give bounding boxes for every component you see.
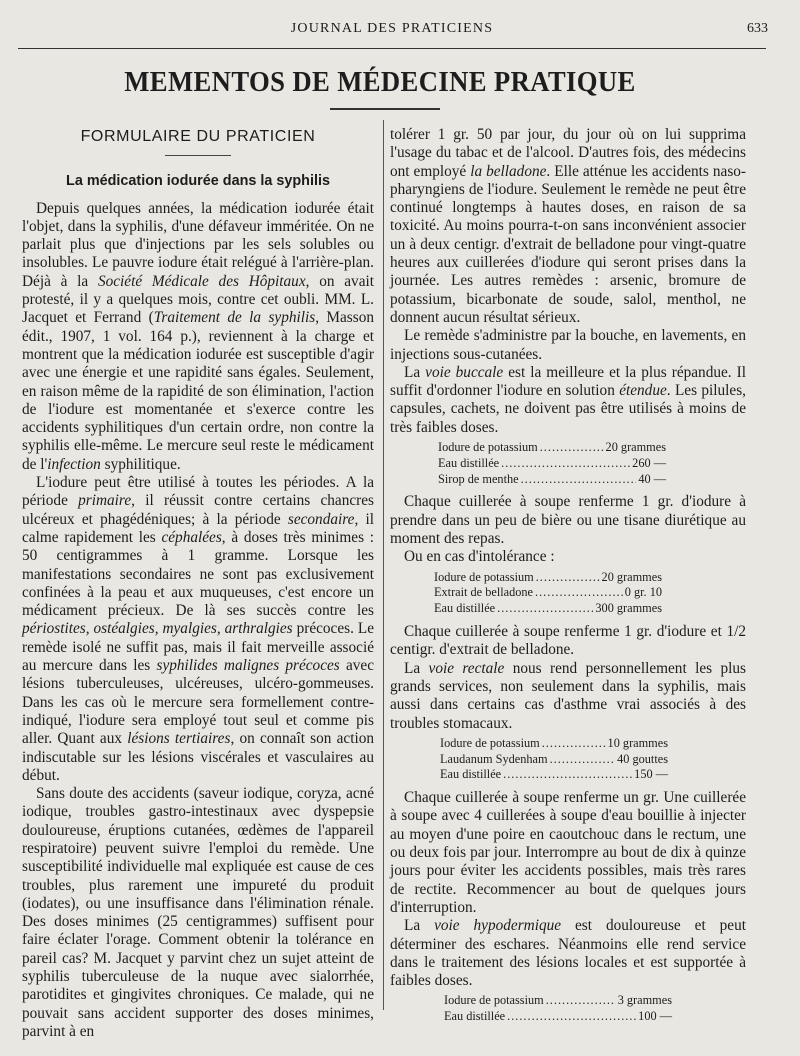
italic-term: primaire — [78, 492, 132, 510]
paragraph: La voie hypodermique est douloureuse et peut déterminer des eschares. Néanmoins elle rend service dans le traitement des lésions locales et est supportée à faibles doses. — [390, 917, 746, 990]
italic-term: infection — [47, 455, 101, 473]
section-rule — [165, 155, 231, 156]
prescription-line: Iodure de potassium ..... 20 grammes — [434, 570, 662, 586]
prescription-line: Eau distillée ..... 150 — — [440, 767, 668, 783]
page-title: MEMENTOS DE MÉDECINE PRATIQUE — [124, 66, 636, 98]
prescription-line: Eau distillée ..... 100 — — [444, 1009, 672, 1025]
prescription-formula — [438, 440, 666, 487]
running-header — [18, 18, 766, 49]
left-column — [22, 126, 374, 1041]
prescription-line: Iodure de potassium ..... 3 grammes — [444, 993, 672, 1009]
journal-name: JOURNAL DES PRATICIENS — [290, 21, 494, 36]
italic-term: voie buccale — [425, 363, 504, 381]
italic-term: étendue — [619, 382, 667, 400]
prescription-line: Laudanum Sydenham ..... 40 gouttes — [440, 752, 668, 768]
right-column — [390, 126, 746, 1031]
page-number: 633 — [747, 21, 768, 36]
paragraph: Chaque cuillerée à soupe renferme 1 gr. d'iodure et 1/2 centigr. d'extrait de belladone. — [390, 623, 746, 659]
paragraph: Le remède s'administre par la bouche, en lavements, en injections sous-cutanées. — [390, 327, 746, 363]
italic-term: Traitement de la syphilis — [153, 309, 316, 327]
title-rule — [330, 108, 440, 110]
prescription-formula — [444, 993, 672, 1025]
paragraph: La voie rectale nous rend personnellement les plus grands services, non seulement dans la syphilis, mais aussi dans certains cas d'asthme vrai associés à des troubles stomacaux. — [390, 659, 746, 732]
paragraph: La voie buccale est la meilleure et la plus répandue. Il suffit d'ordonner l'iodure en solution étendue. Les pilules, capsules, cachets, ne doivent pas être utilisés à moins de très faibles doses. — [390, 363, 746, 436]
paragraph: Chaque cuillerée à soupe renferme un gr. Une cuillerée à soupe avec 4 cuillerées à soupe d'eau bouillie à injecter au moyen d'une poire en caoutchouc dans le rectum, une ou deux fois par jour. Interrompre au bout de dix à quinze jours pour éviter les accidents possibles, mais très rares de rectite. Recommencer au bout de quelques jours d'interruption. — [390, 789, 746, 916]
italic-term: syphilides malignes précoces — [156, 657, 340, 675]
article-title: La médication iodurée dans la syphilis — [66, 173, 330, 190]
section-heading: FORMULAIRE DU PRATICIEN — [80, 128, 316, 145]
paragraph: Ou en cas d'intolérance : — [404, 548, 555, 566]
prescription-line: Sirop de menthe ..... 40 — — [438, 472, 666, 488]
paragraph: L'iodure peut être utilisé à toutes les périodes. A la période primaire, il réussit contre certains chancres ulcéreux et phagédéniques; à la période secondaire, il calme rapidement les céphalées, à doses très minimes : 50 centigrammes à 1 gramme. Lorsque les manifestations secondaires ne sont pas exclusivement confinées à la peau et aux muqueuses, c'est encore un médicament précieux. De là ses succès contre les périostites, ostéalgies, myalgies, arthralgies précoces. Le remède isolé ne suffit pas, mais il fait merveille associé au mercure dans les syphilides malignes précoces avec lésions tuberculeuses, ulcéreuses, ulcéro-gommeuses. Dans les cas où le mercure sera formellement contre-indiqué, l'iodure sera employé tout seul et comme pis aller. Quant aux lésions tertiaires, on connaît son action indiscutable sur les lésions viscérales et vasculaires au début. — [22, 474, 374, 784]
italic-term: la belladone — [470, 162, 547, 180]
italic-term: voie hypodermique — [434, 917, 562, 935]
paragraph: Sans doute des accidents (saveur iodique, coryza, acné iodique, troubles gastro-intestinaux avec dyspepsie douloureuse, éruptions cutanées, œdèmes de l'appareil respiratoire) peuvent suivre l'emploi du remède. Une susceptibilité individuelle mal expliquée est cause de ces troubles, plus rarement une impureté du produit (iodates), ou une insuffisance dans l'élimination rénale. Des doses minimes (25 centigrammes) suffisent pour faire éclater l'orage. Comment obtenir la tolérance en pareil cas? M. Jacquet y parvint chez un sujet atteint de syphilis tuberculeuse de la nuque avec sialorrhée, parotidites et gingivites chroniques. Ce malade, qui ne pouvait sans accident supporter des doses minimes, parvint à en — [22, 785, 374, 1040]
column-divider — [383, 120, 384, 1010]
paragraph: tolérer 1 gr. 50 par jour, du jour où on lui supprima l'usage du tabac et de l'alcool. D'autres fois, des médecins ont employé la belladone. Elle atténue les accidents naso-pharyngiens de l'iodure. Seulement le remède ne peut être continué longtemps à hautes doses, en raison de sa toxicité. Au moins pourra-t-on sans inconvénient associer un à deux centigr. d'extrait de belladone pour vingt-quatre heures aux cuillerées d'iodure qui seront prises dans la journée. Les autres remèdes : arsenic, bromure de potassium, bicarbonate de soude, salol, menthol, ne donnent aucun résultat sérieux. — [390, 126, 747, 326]
italic-term: périostites, ostéalgies, myalgies, arthralgies — [22, 620, 293, 638]
italic-term: lésions tertiaires — [127, 730, 231, 748]
prescription-line: Eau distillée ..... 300 grammes — [434, 601, 662, 617]
prescription-formula — [440, 736, 668, 783]
prescription-line: Eau distillée ..... 260 — — [438, 456, 666, 472]
prescription-line: Iodure de potassium ..... 10 grammes — [440, 736, 668, 752]
paragraph: Depuis quelques années, la médication iodurée était l'objet, dans la syphilis, d'une défaveur imméritée. On ne parlait plus que d'injections par les sels solubles ou insolubles. Le pauvre iodure était relégué à l'arrière-plan. Déjà à la Société Médicale des Hôpitaux, on avait protesté, il y a quelques mois, contre cet oubli. MM. L. Jacquet et Ferrand (Traitement de la syphilis, Masson édit., 1907, 1 vol. 164 p.), reviennent à la charge et montrent que la médication iodurée est susceptible d'agir avec une énergie et une rapidité sans égales. Seulement, en raison même de la rapidité de son élimination, l'action de l'iodure est momentanée et s'exerce contre les accidents syphilitiques d'un certain ordre, non contre la syphilis elle-même. Le mercure seul reste le médicament de l'infection syphilitique. — [22, 199, 374, 473]
italic-term: céphalées — [161, 528, 222, 546]
prescription-line: Iodure de potassium ..... 20 grammes — [438, 440, 666, 456]
prescription-formula — [434, 570, 662, 617]
prescription-line: Extrait de belladone ..... 0 gr. 10 — [434, 585, 662, 601]
paragraph: Chaque cuillerée à soupe renferme 1 gr. d'iodure à prendre dans un peu de bière ou une tisane diurétique au moment des repas. — [390, 493, 746, 548]
italic-term: secondaire — [287, 510, 355, 528]
italic-term: voie rectale — [428, 659, 505, 677]
italic-term: Société Médicale des Hôpitaux — [97, 272, 306, 290]
